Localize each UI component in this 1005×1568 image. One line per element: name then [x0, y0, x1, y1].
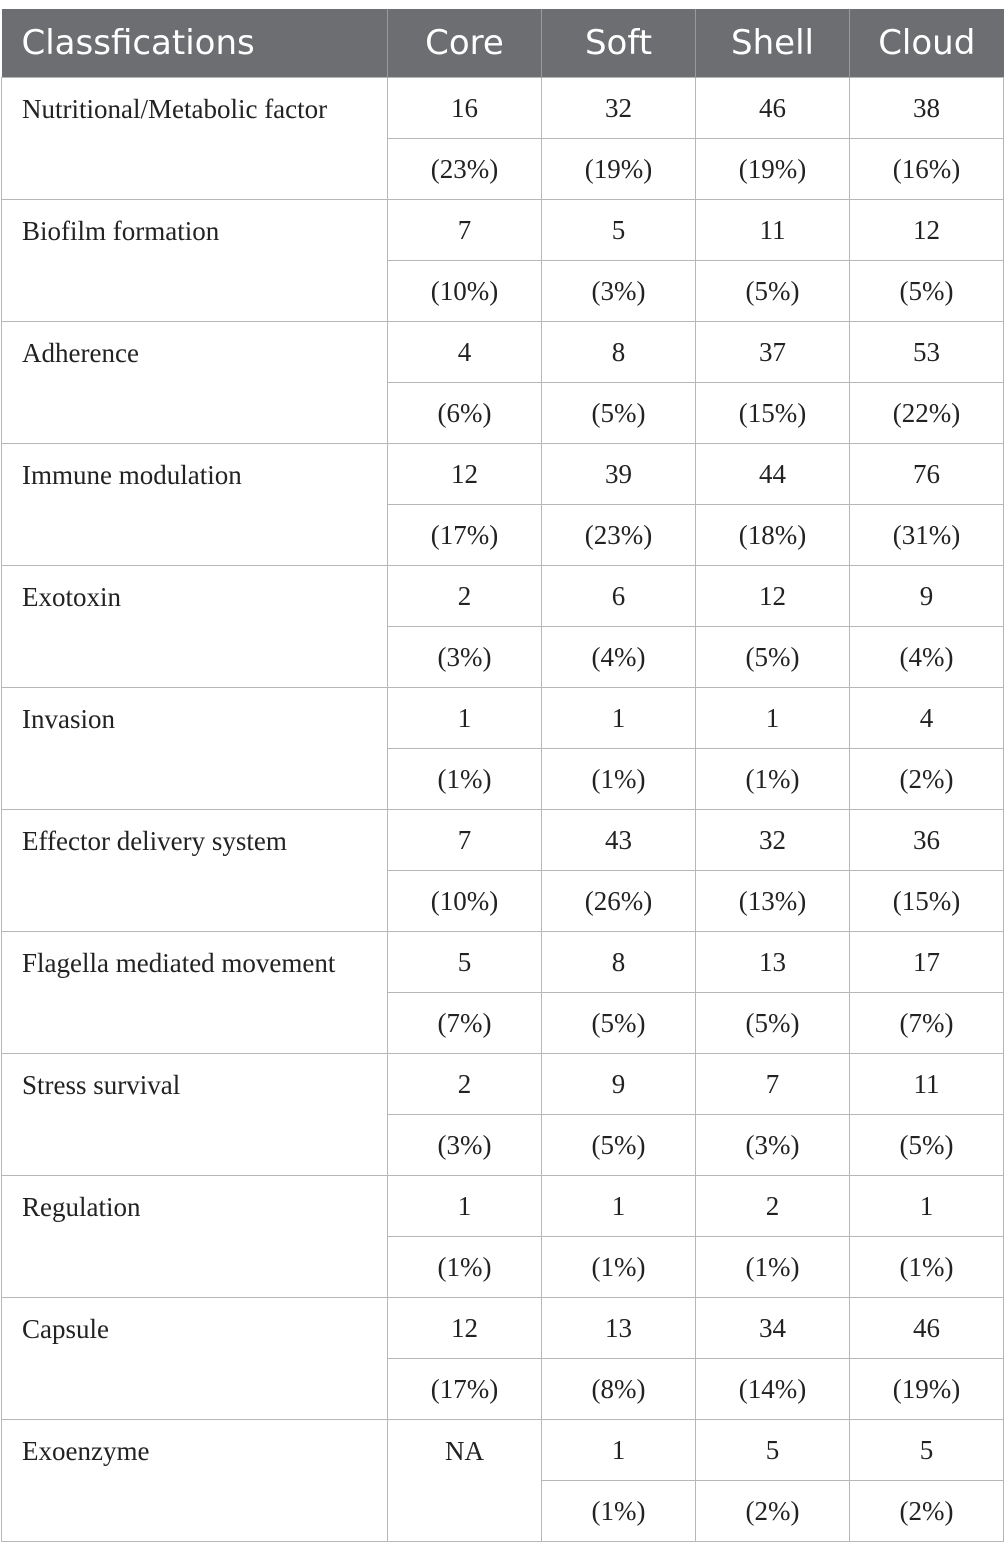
percent-cell: (3%) — [388, 1115, 542, 1176]
percent-cell: (7%) — [388, 993, 542, 1054]
row-label: Biofilm formation — [2, 200, 388, 322]
count-cell: 8 — [542, 932, 696, 993]
table-row — [2, 566, 1004, 627]
count-cell: 1 — [850, 1176, 1004, 1237]
count-cell: 4 — [850, 688, 1004, 749]
count-cell: 32 — [542, 78, 696, 139]
count-cell: 8 — [542, 322, 696, 383]
row-label: Nutritional/Metabolic factor — [2, 78, 388, 200]
row-label: Adherence — [2, 322, 388, 444]
count-cell: 32 — [696, 810, 850, 871]
percent-cell: (1%) — [696, 1237, 850, 1298]
count-cell: 13 — [542, 1298, 696, 1359]
count-cell: 1 — [542, 1420, 696, 1481]
percent-cell: (5%) — [850, 261, 1004, 322]
count-cell: 34 — [696, 1298, 850, 1359]
count-cell: 5 — [542, 200, 696, 261]
percent-cell: (19%) — [696, 139, 850, 200]
count-cell: 44 — [696, 444, 850, 505]
percent-cell: (3%) — [388, 627, 542, 688]
percent-cell: (5%) — [850, 1115, 1004, 1176]
table-row — [2, 1420, 1004, 1481]
table-container — [0, 9, 1005, 1542]
count-cell: 1 — [542, 688, 696, 749]
row-label: Exotoxin — [2, 566, 388, 688]
percent-cell: (10%) — [388, 871, 542, 932]
count-cell: 12 — [696, 566, 850, 627]
count-cell: 76 — [850, 444, 1004, 505]
row-label: Exoenzyme — [2, 1420, 388, 1542]
percent-cell: (5%) — [542, 383, 696, 444]
count-cell: 43 — [542, 810, 696, 871]
table-row — [2, 932, 1004, 993]
row-label: Flagella mediated movement — [2, 932, 388, 1054]
percent-cell: (1%) — [542, 1237, 696, 1298]
percent-cell: (2%) — [696, 1481, 850, 1542]
count-cell: 4 — [388, 322, 542, 383]
percent-cell: (17%) — [388, 1359, 542, 1420]
count-cell: 1 — [388, 1176, 542, 1237]
row-label: Stress survival — [2, 1054, 388, 1176]
table-row — [2, 1298, 1004, 1359]
percent-cell: (6%) — [388, 383, 542, 444]
percent-cell: (2%) — [850, 1481, 1004, 1542]
percent-cell: (10%) — [388, 261, 542, 322]
count-cell: 9 — [542, 1054, 696, 1115]
count-cell: 39 — [542, 444, 696, 505]
core-na-cell: NA — [388, 1420, 542, 1542]
percent-cell: (19%) — [850, 1359, 1004, 1420]
percent-cell: (3%) — [696, 1115, 850, 1176]
percent-cell: (1%) — [696, 749, 850, 810]
count-cell: 12 — [850, 200, 1004, 261]
header-row — [2, 9, 1004, 78]
count-cell: 37 — [696, 322, 850, 383]
percent-cell: (5%) — [542, 1115, 696, 1176]
count-cell: 2 — [388, 1054, 542, 1115]
percent-cell: (5%) — [696, 627, 850, 688]
percent-cell: (17%) — [388, 505, 542, 566]
header-classifications: Classfications — [2, 9, 388, 78]
count-cell: 7 — [388, 810, 542, 871]
percent-cell: (2%) — [850, 749, 1004, 810]
table-row — [2, 1176, 1004, 1237]
percent-cell: (14%) — [696, 1359, 850, 1420]
count-cell: 1 — [696, 688, 850, 749]
count-cell: 1 — [542, 1176, 696, 1237]
percent-cell: (16%) — [850, 139, 1004, 200]
count-cell: 1 — [388, 688, 542, 749]
count-cell: 7 — [388, 200, 542, 261]
percent-cell: (18%) — [696, 505, 850, 566]
row-label: Invasion — [2, 688, 388, 810]
count-cell: 2 — [696, 1176, 850, 1237]
percent-cell: (23%) — [542, 505, 696, 566]
percent-cell: (4%) — [542, 627, 696, 688]
count-cell: 7 — [696, 1054, 850, 1115]
count-cell: 46 — [850, 1298, 1004, 1359]
count-cell: 46 — [696, 78, 850, 139]
count-cell: 12 — [388, 1298, 542, 1359]
count-cell: 12 — [388, 444, 542, 505]
percent-cell: (19%) — [542, 139, 696, 200]
count-cell: 16 — [388, 78, 542, 139]
percent-cell: (15%) — [850, 871, 1004, 932]
count-cell: 9 — [850, 566, 1004, 627]
table-row — [2, 444, 1004, 505]
percent-cell: (3%) — [542, 261, 696, 322]
header-core: Core — [388, 9, 542, 78]
percent-cell: (5%) — [696, 261, 850, 322]
count-cell: 5 — [388, 932, 542, 993]
percent-cell: (22%) — [850, 383, 1004, 444]
count-cell: 5 — [850, 1420, 1004, 1481]
percent-cell: (26%) — [542, 871, 696, 932]
percent-cell: (7%) — [850, 993, 1004, 1054]
table-row — [2, 810, 1004, 871]
count-cell: 11 — [696, 200, 850, 261]
table-row — [2, 1054, 1004, 1115]
percent-cell: (31%) — [850, 505, 1004, 566]
percent-cell: (1%) — [542, 749, 696, 810]
table-body — [2, 78, 1004, 1542]
percent-cell: (1%) — [388, 749, 542, 810]
virulence-classification-table — [1, 9, 1004, 1542]
percent-cell: (15%) — [696, 383, 850, 444]
table-row — [2, 200, 1004, 261]
count-cell: 13 — [696, 932, 850, 993]
percent-cell: (8%) — [542, 1359, 696, 1420]
row-label: Regulation — [2, 1176, 388, 1298]
percent-cell: (1%) — [542, 1481, 696, 1542]
percent-cell: (1%) — [388, 1237, 542, 1298]
count-cell: 17 — [850, 932, 1004, 993]
percent-cell: (1%) — [850, 1237, 1004, 1298]
count-cell: 11 — [850, 1054, 1004, 1115]
percent-cell: (4%) — [850, 627, 1004, 688]
row-label: Capsule — [2, 1298, 388, 1420]
count-cell: 6 — [542, 566, 696, 627]
header-soft: Soft — [542, 9, 696, 78]
row-label: Immune modulation — [2, 444, 388, 566]
percent-cell: (5%) — [696, 993, 850, 1054]
count-cell: 5 — [696, 1420, 850, 1481]
header-cloud: Cloud — [850, 9, 1004, 78]
header-shell: Shell — [696, 9, 850, 78]
count-cell: 36 — [850, 810, 1004, 871]
percent-cell: (23%) — [388, 139, 542, 200]
count-cell: 38 — [850, 78, 1004, 139]
percent-cell: (13%) — [696, 871, 850, 932]
table-row — [2, 688, 1004, 749]
percent-cell: (5%) — [542, 993, 696, 1054]
row-label: Effector delivery system — [2, 810, 388, 932]
table-row — [2, 322, 1004, 383]
count-cell: 2 — [388, 566, 542, 627]
table-row — [2, 78, 1004, 139]
count-cell: 53 — [850, 322, 1004, 383]
table-header — [2, 9, 1004, 78]
